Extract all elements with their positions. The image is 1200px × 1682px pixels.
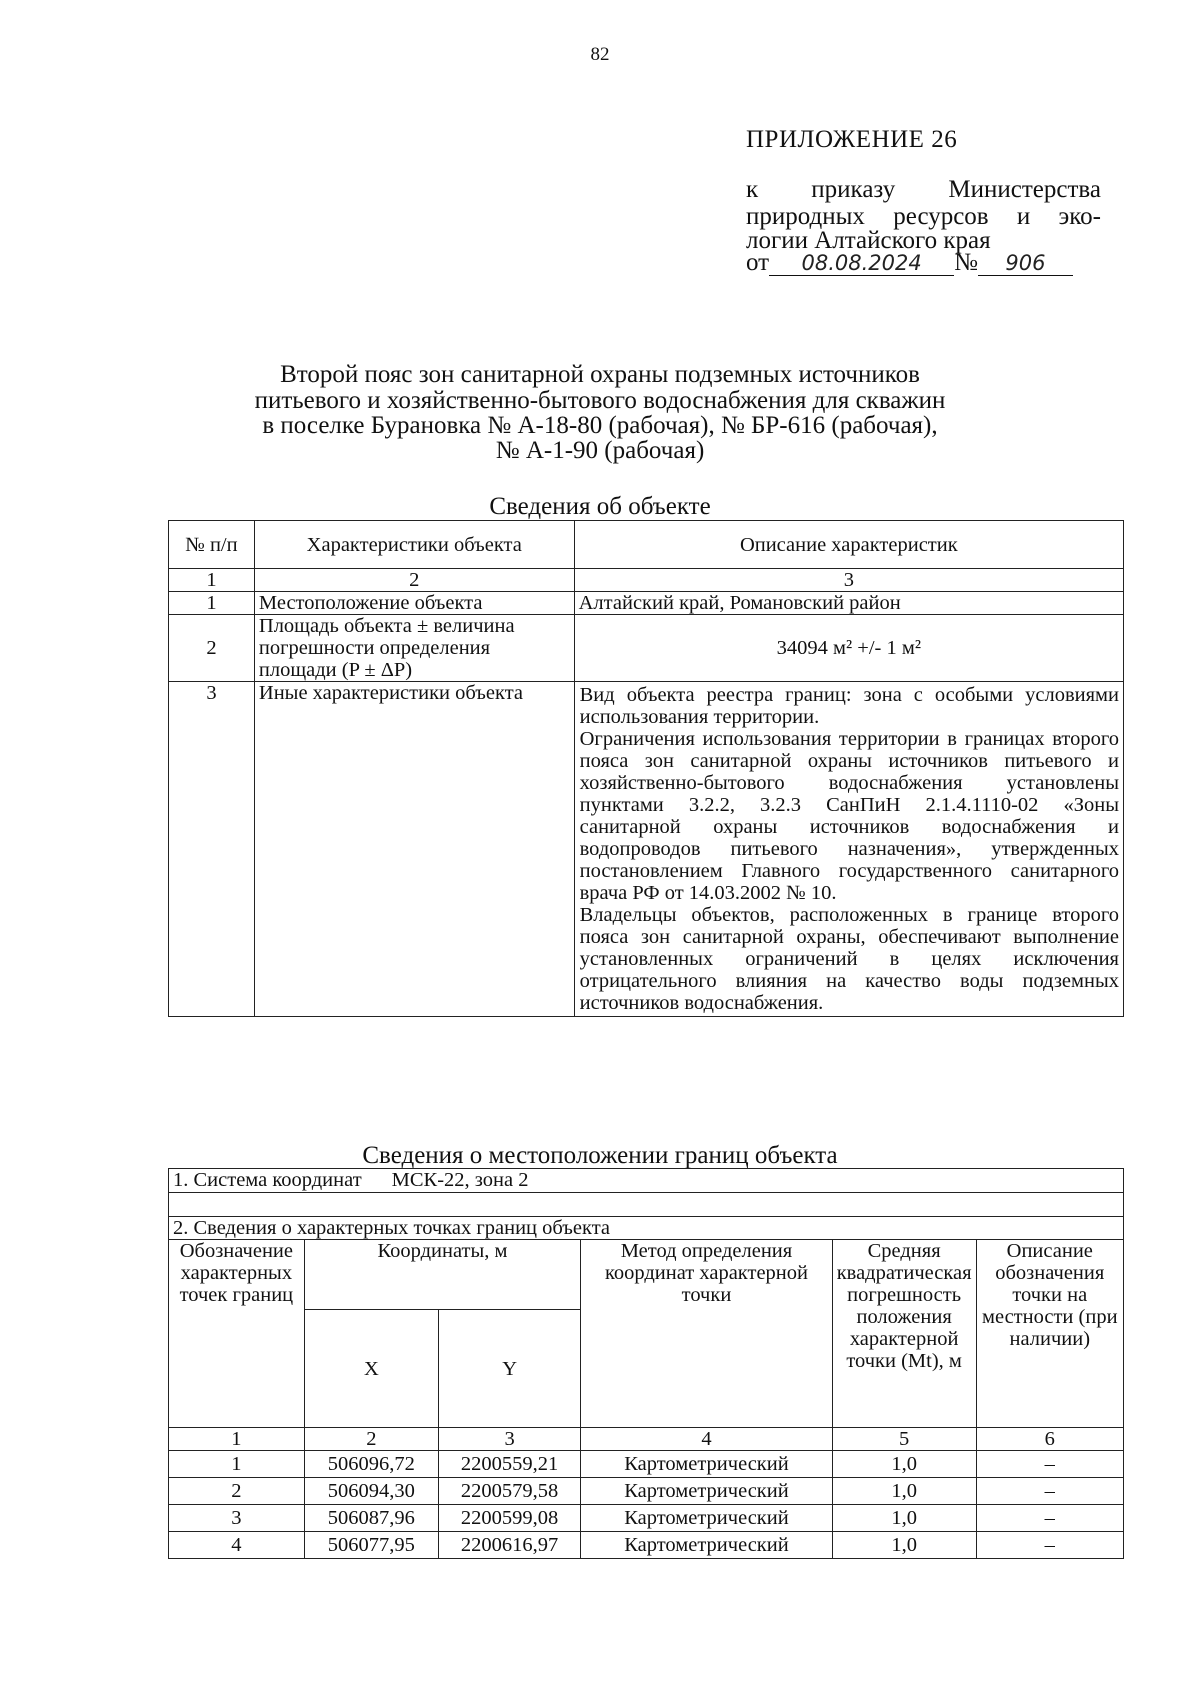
header-point-description: Описание обозначения точки на местности (при наличии) [976, 1240, 1123, 1428]
point-description: – [976, 1451, 1123, 1478]
from-label: от [746, 249, 770, 276]
table-row [169, 1532, 1124, 1559]
col-num-1: 1 [169, 1428, 305, 1451]
header-y: Y [438, 1310, 580, 1428]
table-row [169, 592, 1124, 615]
point-x: 506077,95 [304, 1532, 438, 1559]
col-num-5: 5 [832, 1428, 976, 1451]
appendix-ministry-line: природных ресурсов и эко- [746, 203, 1101, 230]
point-x: 506096,72 [304, 1451, 438, 1478]
handwritten-date: 08.08.2024 [769, 251, 954, 276]
description-paragraph: Ограничения использования территории в границах второго пояса зон санитарной охраны источников питьевого и хозяйственно-бытового водоснабжения установлены пунктами 3.2.2, 3.2.3 СанПиН 2.1.4.1110-02 «Зоны санитарной охраны источников водоснабжения и водопроводов питьевого назначения», утвержденных постановлением Главного государственного санитарного врача РФ от 14.03.2002 № 10. [579, 728, 1119, 904]
point-method: Картометрический [581, 1505, 832, 1532]
row-description: Алтайский край, Романовский район [574, 592, 1123, 615]
boundary-header-row [169, 1240, 1124, 1310]
point-description: – [976, 1478, 1123, 1505]
row-description: 34094 м² +/- 1 м² [574, 615, 1123, 682]
points-label-row [169, 1217, 1124, 1240]
coordinate-system-label: 1. Система координат [173, 1169, 362, 1191]
point-y: 2200579,58 [438, 1478, 580, 1505]
point-description: – [976, 1532, 1123, 1559]
boundary-table [168, 1168, 1124, 1559]
object-info-title: Сведения об объекте [489, 493, 711, 520]
header-description: Описание характеристик [574, 521, 1123, 569]
appendix-region-line: логии Алтайского края [746, 227, 991, 254]
point-x: 506094,30 [304, 1478, 438, 1505]
header-designation: Обозначение характерных точек границ [169, 1240, 305, 1428]
point-mt: 1,0 [832, 1532, 976, 1559]
column-number-row [169, 569, 1124, 592]
point-id: 4 [169, 1532, 305, 1559]
description-paragraph: Вид объекта реестра границ: зона с особыми условиями использования территории. [579, 684, 1119, 728]
coordinate-system-cell [169, 1169, 1124, 1193]
table-row [169, 615, 1124, 682]
point-x: 506087,96 [304, 1505, 438, 1532]
point-id: 3 [169, 1505, 305, 1532]
object-info-table [168, 520, 1124, 1017]
row-number: 2 [169, 615, 255, 682]
col-num-3: 3 [574, 569, 1123, 592]
header-coordinates: Координаты, м [304, 1240, 581, 1310]
appendix-signature-line [746, 249, 1073, 277]
point-mt: 1,0 [832, 1451, 976, 1478]
table-row [169, 682, 1124, 1017]
row-name: Местоположение объекта [254, 592, 574, 615]
table-row [169, 1451, 1124, 1478]
col-num-3: 3 [438, 1428, 580, 1451]
point-mt: 1,0 [832, 1478, 976, 1505]
spacer-row [169, 1193, 1124, 1217]
col-num-1: 1 [169, 569, 255, 592]
handwritten-number: 906 [978, 251, 1073, 276]
heading-line-4: № А-1-90 (рабочая) [495, 437, 705, 464]
heading-line-3: в поселке Бурановка № А-18-80 (рабочая), № БР-616 (рабочая), [262, 412, 938, 439]
header-error: Средняя квадратическая погрешность положения характерной точки (Mt), м [832, 1240, 976, 1428]
point-method: Картометрический [581, 1532, 832, 1559]
header-method: Метод определения координат характерной точки [581, 1240, 832, 1428]
heading-line-2: питьевого и хозяйственно-бытового водоснабжения для скважин [254, 387, 946, 414]
coordinate-system-row [169, 1169, 1124, 1193]
point-mt: 1,0 [832, 1505, 976, 1532]
col-num-2: 2 [304, 1428, 438, 1451]
point-y: 2200616,97 [438, 1532, 580, 1559]
header-characteristics: Характеристики объекта [254, 521, 574, 569]
row-name: Площадь объекта ± величина погрешности определения площади (P ± ΔP) [254, 615, 574, 682]
coordinate-system-value: МСК-22, зона 2 [391, 1169, 529, 1191]
col-num-4: 4 [581, 1428, 832, 1451]
point-description: – [976, 1505, 1123, 1532]
table-row [169, 1505, 1124, 1532]
row-number: 1 [169, 592, 255, 615]
points-label: 2. Сведения о характерных точках границ объекта [169, 1217, 1124, 1240]
point-id: 2 [169, 1478, 305, 1505]
appendix-title: ПРИЛОЖЕНИЕ 26 [746, 126, 958, 153]
heading-line-1: Второй пояс зон санитарной охраны подземных источников [280, 361, 920, 388]
number-label: № [954, 249, 978, 276]
point-method: Картометрический [581, 1451, 832, 1478]
col-num-2: 2 [254, 569, 574, 592]
point-id: 1 [169, 1451, 305, 1478]
boundary-info-title: Сведения о местоположении границ объекта [362, 1142, 838, 1169]
table-header-row [169, 521, 1124, 569]
header-number: № п/п [169, 521, 255, 569]
appendix-order-line: к приказу Министерства [746, 176, 1101, 203]
row-description [574, 682, 1123, 1017]
point-method: Картометрический [581, 1478, 832, 1505]
col-num-6: 6 [976, 1428, 1123, 1451]
point-y: 2200599,08 [438, 1505, 580, 1532]
point-y: 2200559,21 [438, 1451, 580, 1478]
row-number: 3 [169, 682, 255, 1017]
header-x: X [304, 1310, 438, 1428]
spacer-cell [169, 1193, 1124, 1217]
row-name: Иные характеристики объекта [254, 682, 574, 1017]
page-number: 82 [590, 44, 610, 65]
description-paragraph: Владельцы объектов, расположенных в границе второго пояса зон санитарной охраны, обеспечивают выполнение установленных ограничений в целях исключения отрицательного влияния на качество воды подземных источников водоснабжения. [579, 904, 1119, 1014]
column-number-row [169, 1428, 1124, 1451]
table-row [169, 1478, 1124, 1505]
